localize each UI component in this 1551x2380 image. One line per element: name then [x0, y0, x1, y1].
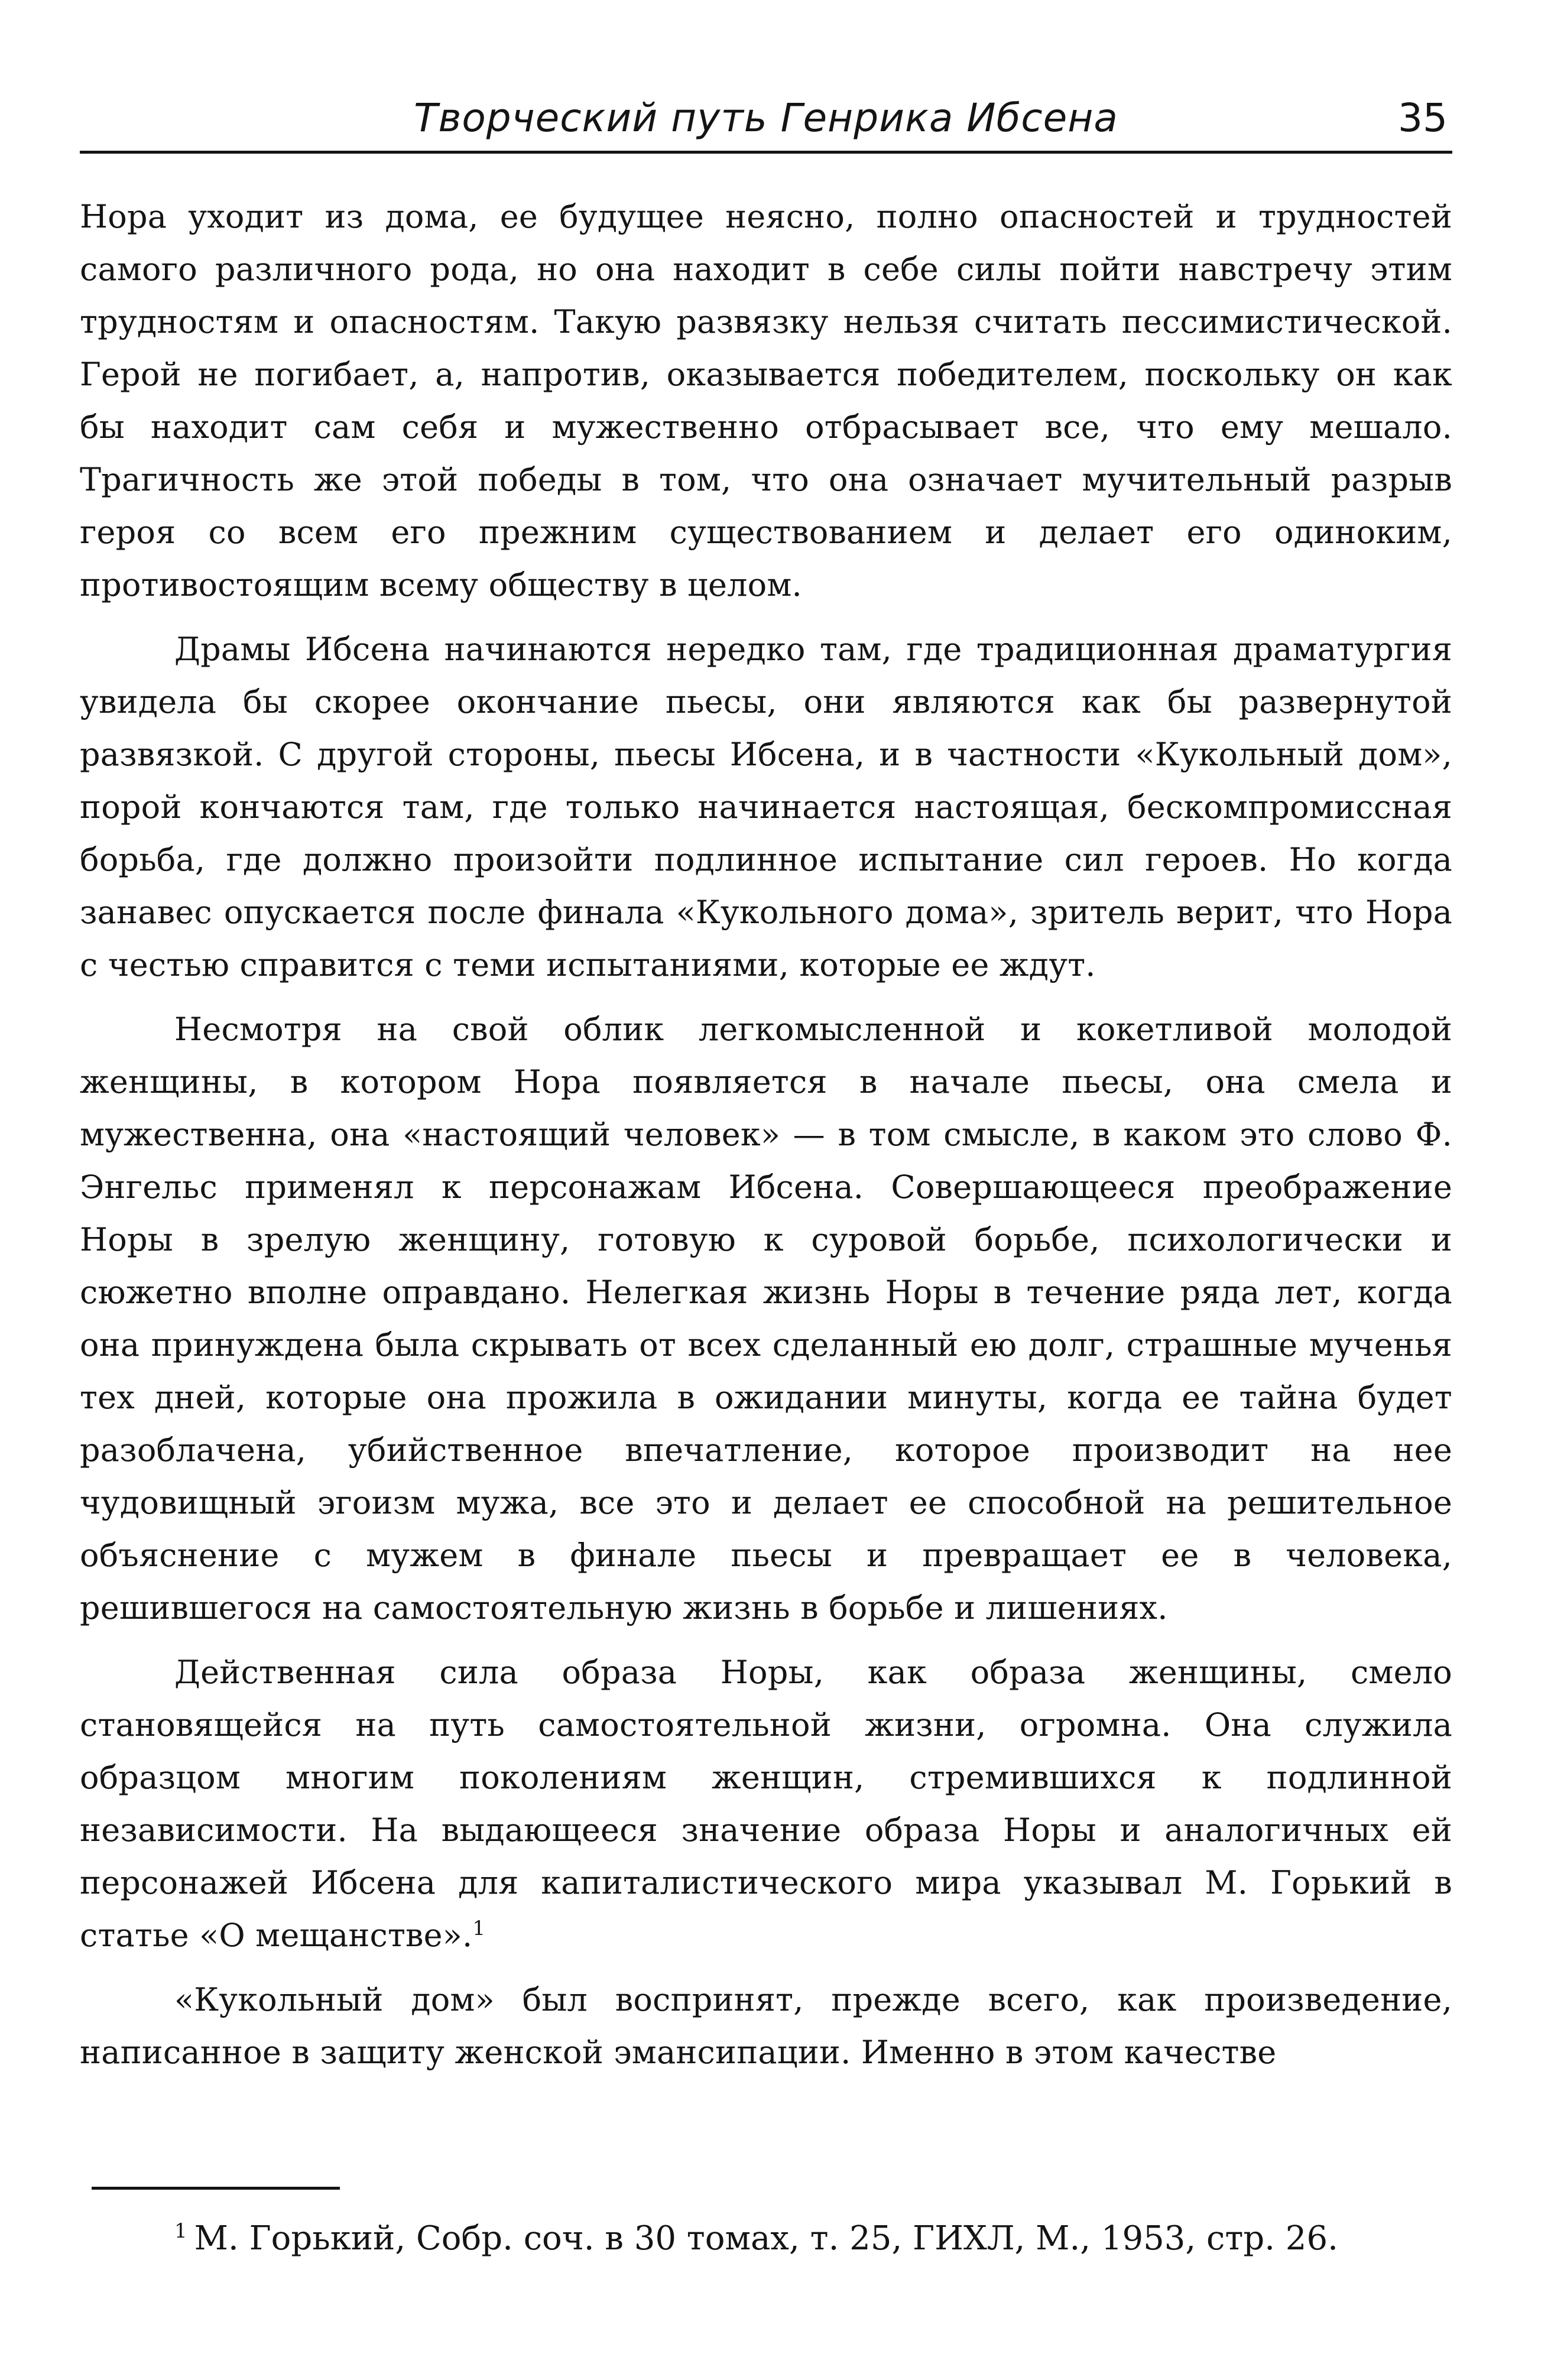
footnote-rule — [92, 2187, 340, 2190]
paragraph-5 — [80, 1973, 1452, 2079]
body-text — [80, 190, 1452, 2090]
paragraph-1 — [80, 190, 1452, 611]
paragraph-2 — [80, 623, 1452, 991]
paragraph-4 — [80, 1646, 1452, 1962]
footnote-reference[interactable]: 1 — [472, 1917, 486, 1940]
running-head — [80, 86, 1452, 151]
paragraph-1-text: Нора уходит из дома, ее будущее неясно, полно опасностей и трудностей самого различного рода, но она находит в себе силы пойти навстречу этим трудностям и опасностям. Такую развязку нельзя считать пессимистической. Герой не погибает, а, напротив, оказывается победителем, поскольку он как бы находит сам себя и мужественно отбрасывает все, что ему мешало. Трагичность же этой победы в том, что она означает мучительный разрыв героя со всем его прежним существованием и делает его одиноким, противостоящим всему обществу в целом. — [80, 198, 1452, 603]
page-number: 35 — [1398, 95, 1448, 141]
footnote-text: М. Горький, Собр. соч. в 30 томах, т. 25, ГИХЛ, М., 1953, стр. 26. — [194, 2219, 1338, 2258]
paragraph-4-text: Действенная сила образа Норы, как образа женщины, смело становящейся на путь самостоятельной жизни, огромна. Она служила образцом многим поколениям женщин, стремившихся к подлинной независимости. На выдающееся значение образа Норы и аналогичных ей персонажей Ибсена для капиталистического мира указывал М. Горький в статье «О мещанстве». — [80, 1654, 1452, 1954]
paragraph-3-text: Несмотря на свой облик легкомысленной и кокетливой молодой женщины, в котором Нора появляется в начале пьесы, она смела и мужественна, она «настоящий человек» — в том смысле, в каком это слово Ф. Энгельс применял к персонажам Ибсена. Совершающееся преображение Норы в зрелую женщину, готовую к суровой борьбе, психологически и сюжетно вполне оправдано. Нелегкая жизнь Норы в течение ряда лет, когда она принуждена была скрывать от всех сделанный ею долг, страшные мученья тех дней, которые она прожила в ожидании минуты, когда ее тайна будет разоблачена, убийственное впечатление, которое производит на нее чудовищный эгоизм мужа, все это и делает ее способной на решительное объяснение с мужем в финале пьесы и превращает ее в человека, решившегося на самостоятельную жизнь в борьбе и лишениях. — [80, 1011, 1452, 1626]
footnote-marker: 1 — [174, 2219, 187, 2243]
header-rule — [80, 151, 1452, 154]
paragraph-3 — [80, 1003, 1452, 1634]
paragraph-2-text: Драмы Ибсена начинаются нередко там, где традиционная драматургия увидела бы скорее окончание пьесы, они являются как бы развернутой развязкой. С другой стороны, пьесы Ибсена, и в частности «Кукольный дом», порой кончаются там, где только начинается настоящая, бескомпромиссная борьба, где должно произойти подлинное испытание сил героев. Но когда занавес опускается после финала «Кукольного дома», зритель верит, что Нора с честью справится с теми испытаниями, которые ее ждут. — [80, 631, 1452, 983]
paragraph-5-text: «Кукольный дом» был воспринят, прежде всего, как произведение, написанное в защиту женской эмансипации. Именно в этом качестве — [80, 1981, 1452, 2071]
footnote — [80, 2213, 1452, 2264]
running-title: Творческий путь Генрика Ибсена — [414, 95, 1118, 141]
